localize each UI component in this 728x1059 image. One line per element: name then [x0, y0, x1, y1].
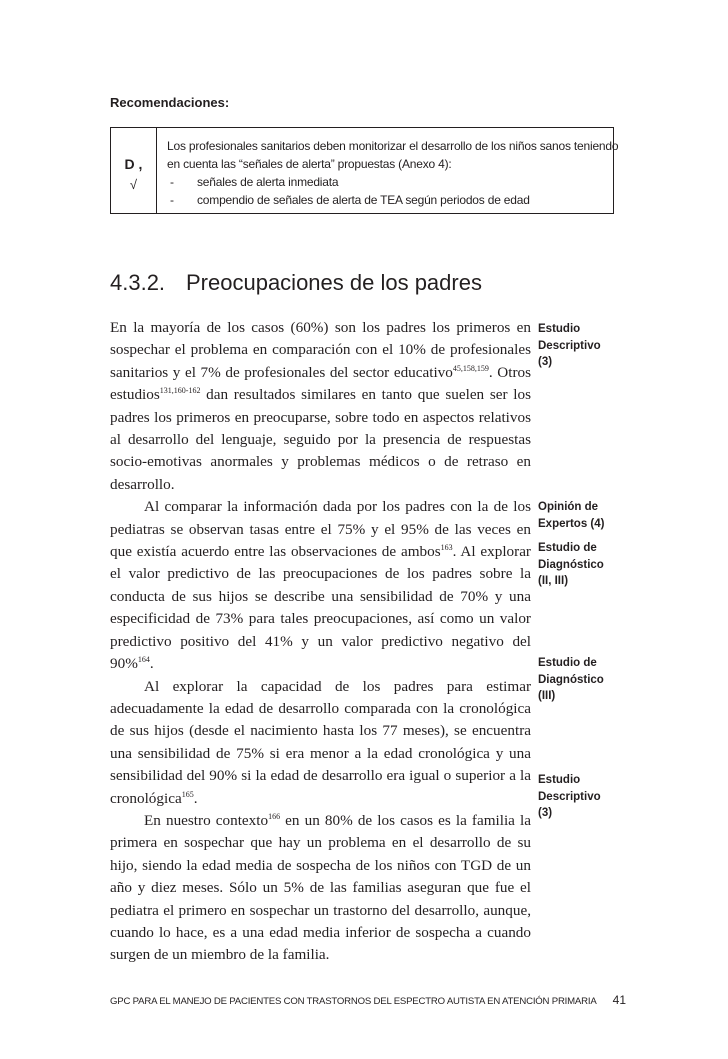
evidence-level-note: Estudio Descriptivo (3) — [538, 323, 601, 368]
evidence-level-note: Estudio de Diagnóstico (III) — [538, 657, 604, 702]
section-heading — [110, 270, 482, 296]
running-footer: GPC PARA EL MANEJO DE PACIENTES CON TRASTORNOS DEL ESPECTRO AUTISTA EN ATENCIÓN PRIMARIA — [110, 996, 597, 1007]
bullet-text: señales de alerta inmediata — [197, 175, 339, 189]
recommendation-line: Los profesionales sanitarios deben monitorizar el desarrollo de los niños sanos teniendo — [167, 139, 619, 153]
citation-ref: 164 — [137, 655, 150, 665]
paragraph-3: Al explorar la capacidad de los padres para estimar adecuadamente la edad de desarrollo comparada con la cronológica de sus hijos (desde el nacimiento hasta los 77 meses), se encuentra una sensibilidad de 75% si era menor a la edad cronológica y una sensibilidad del 90% si la edad de desarrollo era igual o superior a la cronológica$^{165}$. — [110, 677, 531, 807]
good-practice-check-icon: √ — [129, 177, 138, 192]
section-title: Preocupaciones de los padres — [186, 270, 482, 295]
recommendations-title: Recomendaciones: — [110, 95, 230, 110]
citation-ref: 131,160-162 — [159, 386, 201, 396]
grade-divider — [156, 128, 157, 213]
citation-ref: 163 — [440, 543, 453, 553]
grade-label: D , — [124, 156, 143, 172]
citation-ref: 166 — [268, 811, 281, 821]
page-number: 41 — [612, 993, 626, 1007]
paragraph-4: En nuestro contexto$^{166}$ en un 80% de los casos es la familia la primera en sospechar que hay un problema en el desarrollo de su hijo, siendo la edad media de sospecha de los niños con TGD de un año y diez meses. Sólo un 5% de las familias aseguran que fue el pediatra el primero en sospechar un trastorno del desarrollo, aunque, cuando lo hace, es a una edad media inferior de sospecha a cuando surgen de un miembro de la familia. — [110, 811, 531, 964]
citation-ref: 165 — [181, 789, 194, 799]
recommendation-line: en cuenta las “señales de alerta” propuestas (Anexo 4): — [167, 157, 452, 171]
evidence-level-note: Estudio de Diagnóstico (II, III) — [538, 542, 604, 587]
evidence-level-note: Opinión de Expertos (4) — [538, 501, 605, 530]
citation-ref: 45,158,159 — [452, 363, 489, 373]
recommendation-bullet — [167, 191, 612, 209]
section-number: 4.3.2. — [110, 270, 166, 295]
bullet-dash: - — [170, 175, 174, 189]
bullet-dash: - — [170, 193, 174, 207]
evidence-level-note: Estudio Descriptivo (3) — [538, 774, 601, 819]
recommendation-bullet — [167, 173, 612, 191]
paragraph-2: Al comparar la información dada por los padres con la de los pediatras se observan tasas entre el 75% y el 95% de las veces en que existía acuerdo entre las observaciones de ambos$^{163}$. Al explorar el valor predictivo de las preocupaciones de los padres sobre la conducta de sus hijos se describe una sensibilidad de 70% y una especificidad de 73% para tales preocupaciones, así como un valor predictivo positivo del 41% y un valor predictivo negativo del 90%$^{164}$. — [110, 498, 531, 673]
recommendation-text — [167, 137, 619, 209]
bullet-text: compendio de señales de alerta de TEA según periodos de edad — [197, 193, 530, 207]
paragraph-1: En la mayoría de los casos (60%) son los padres los primeros en sospechar el problema en comparación con el 10% de profesionales sanitarios y el 7% de profesionales del sector educativo$^{45,158,159}$. Otros estudios$^{131,160-162}$ dan resultados similares en tanto que suelen ser los padres los primeros en preocuparse, sobre todo en aspectos relativos al desarrollo del lenguaje, seguido por la presencia de respuestas socio-emotivas anormales y problemas médicos o de retraso en desarrollo. — [110, 319, 532, 493]
recommendations-box — [110, 127, 619, 214]
body-text — [110, 317, 531, 967]
